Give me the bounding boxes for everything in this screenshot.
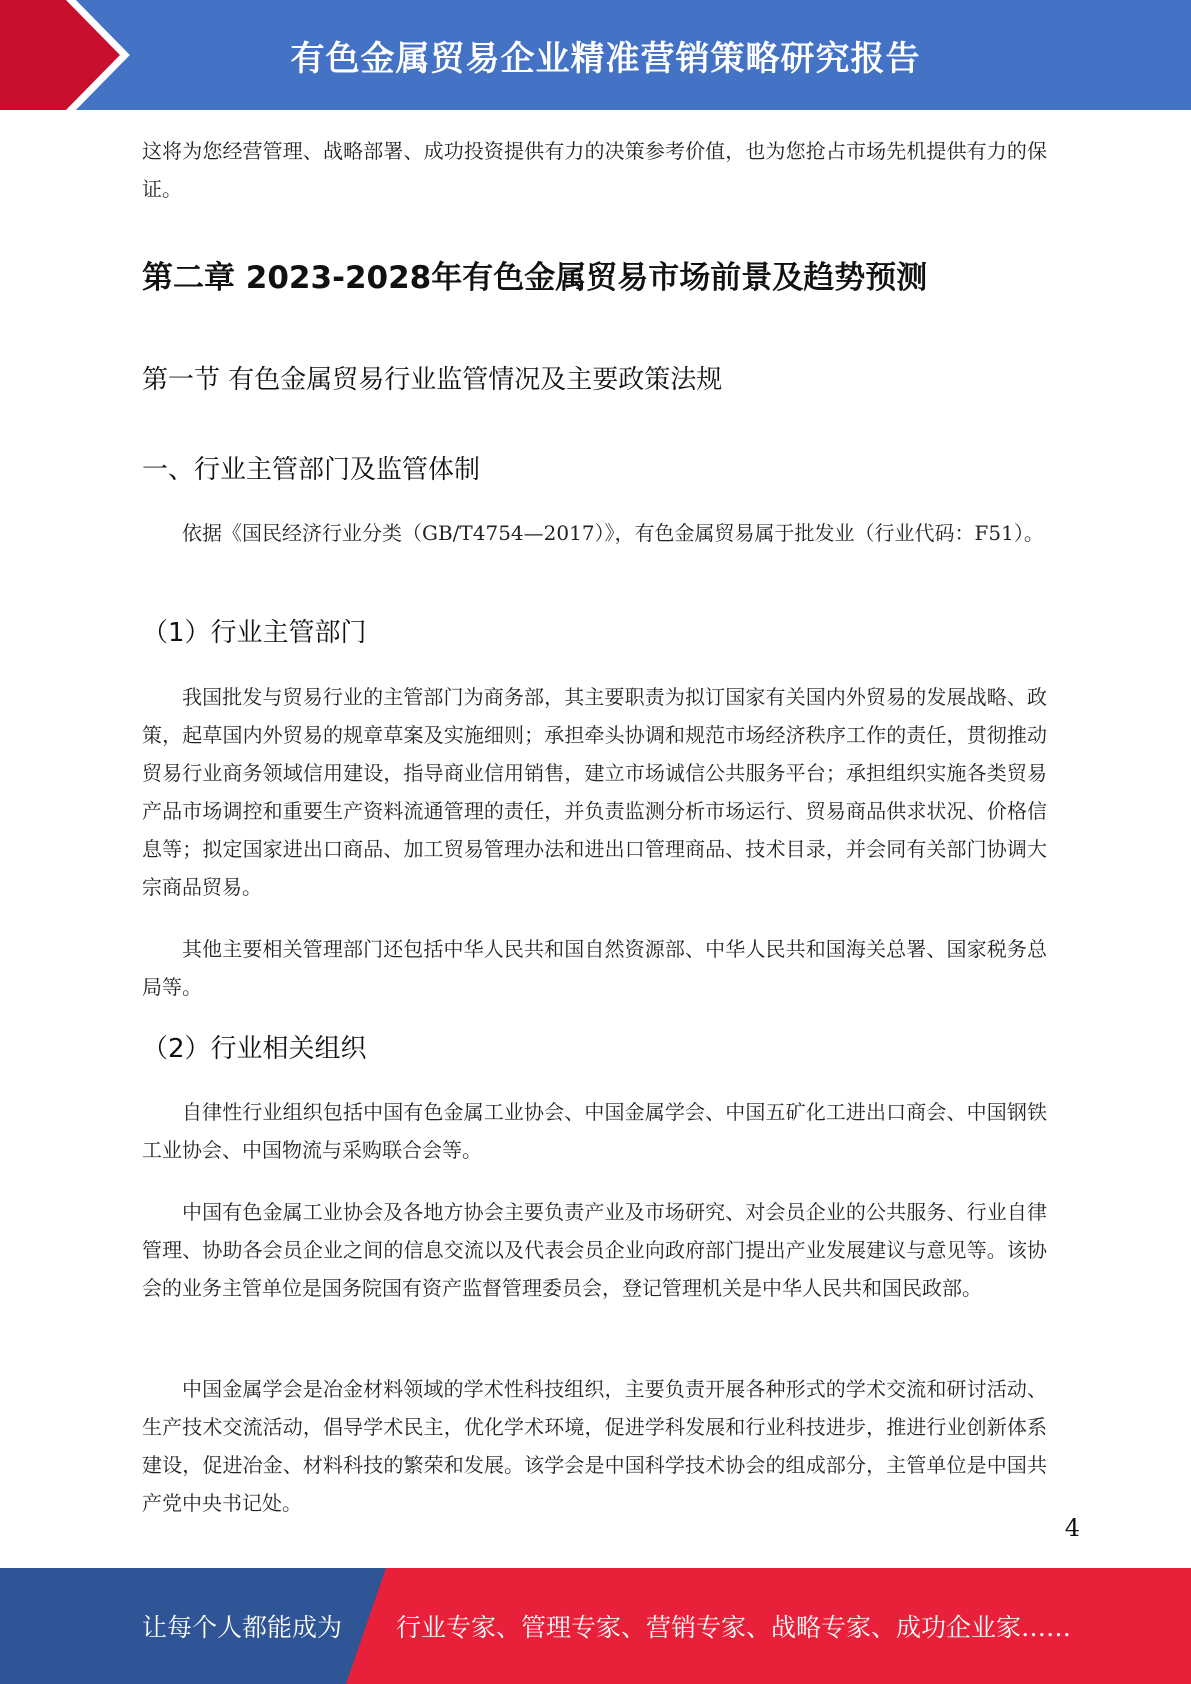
page-footer: [0, 1568, 1191, 1684]
section-title: 第一节 有色金属贸易行业监管情况及主要政策法规: [142, 365, 723, 395]
page-number: 4: [1064, 1514, 1080, 1542]
subsection-title: 一、行业主管部门及监管体制: [142, 455, 481, 485]
dept-paragraph: 我国批发与贸易行业的主管部门为商务部，其主要职责为拟订国家有关国内外贸易的发展战略、政策，起草国内外贸易的规章草案及实施细则；承担牵头协调和规范市场经济秩序工作的责任，贯彻推动贸易行业商务领域信用建设，指导商业信用销售，建立市场诚信公共服务平台；承担组织实施各类贸易产品市场调控和重要生产资料流通管理的责任，并负责监测分析市场运行、贸易商品供求状况、价格信息等；拟定国家进出口商品、加工贸易管理办法和进出口管理商品、技术目录，并会同有关部门协调大宗商品贸易。: [142, 685, 1047, 899]
footer-slogan-right: 行业专家、管理专家、营销专家、战略专家、成功企业家……: [396, 1613, 1072, 1642]
orgs-heading: （2）行业相关组织: [142, 1034, 367, 1064]
association-paragraph: 中国有色金属工业协会及各地方协会主要负责产业及市场研究、对会员企业的公共服务、行业自律管理、协助各会员企业之间的信息交流以及代表会员企业向政府部门提出产业发展建议与意见等。该协会的业务主管单位是国务院国有资产监督管理委员会，登记管理机关是中华人民共和国民政部。: [142, 1200, 1047, 1300]
other-depts-paragraph: 其他主要相关管理部门还包括中华人民共和国自然资源部、中华人民共和国海关总署、国家税务总局等。: [142, 937, 1047, 999]
chapter-title: 第二章 2023-2028年有色金属贸易市场前景及趋势预测: [142, 260, 928, 296]
intro-paragraph: 这将为您经营管理、战略部署、成功投资提供有力的决策参考价值，也为您抢占市场先机提供有力的保证。: [142, 139, 1047, 201]
footer-slogan-left: 让每个人都能成为: [142, 1613, 343, 1642]
page-header: [0, 0, 1191, 110]
metal-society-paragraph: 中国金属学会是冶金材料领域的学术性科技组织，主要负责开展各种形式的学术交流和研讨活动、生产技术交流活动，倡导学术民主，优化学术环境，促进学科发展和行业科技进步，推进行业创新体系建设，促进冶金、材料科技的繁荣和发展。该学会是中国科学技术协会的组成部分，主管单位是中国共产党中央书记处。: [142, 1377, 1047, 1515]
orgs-paragraph: 自律性行业组织包括中国有色金属工业协会、中国金属学会、中国五矿化工进出口商会、中国钢铁工业协会、中国物流与采购联合会等。: [142, 1100, 1047, 1162]
classification-paragraph: 依据《国民经济行业分类（GB/T4754—2017）》，有色金属贸易属于批发业（行业代码：F51）。: [182, 521, 1044, 545]
dept-heading: （1）行业主管部门: [142, 618, 367, 648]
report-title: 有色金属贸易企业精准营销策略研究报告: [290, 38, 921, 79]
